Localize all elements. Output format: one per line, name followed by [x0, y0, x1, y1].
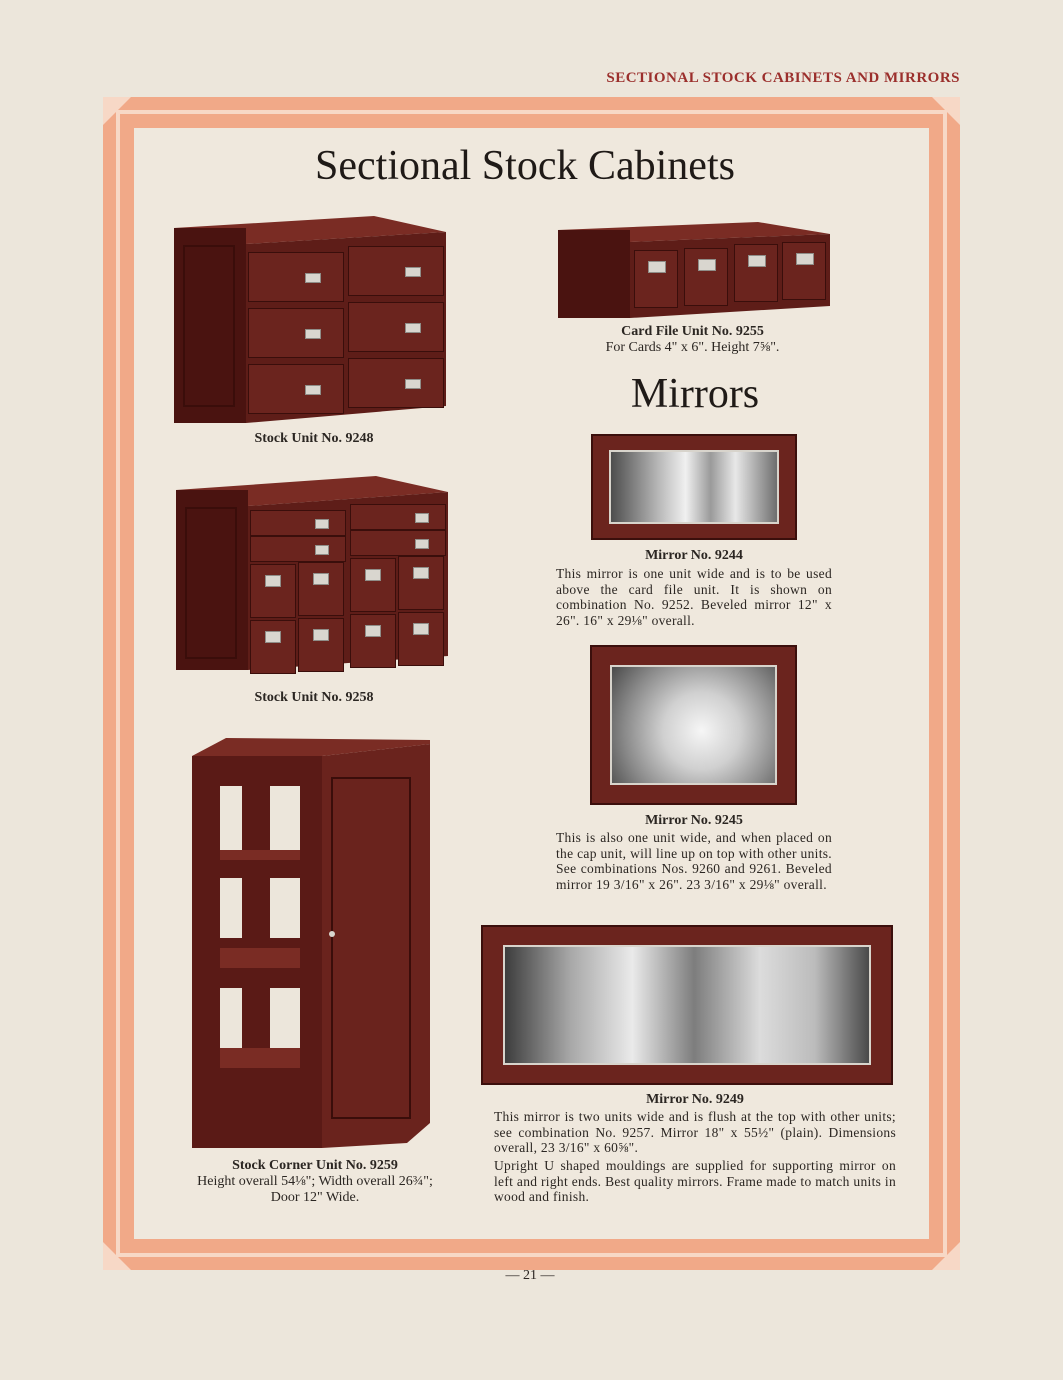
mirror-9244-image	[591, 434, 797, 540]
mirror-9249-description-2: Upright U shaped mouldings are supplied for supporting mirror on left and right ends. Best quality mirrors. Frame made to match units in wood and finish.	[494, 1158, 896, 1204]
mirror-9245-description: This is also one unit wide, and when placed on the cap unit, will line up on top with other units. See combinations Nos. 9260 and 9261. Beveled mirror 19 3/16" x 26". 23 3/16" x 29⅛" overall.	[556, 830, 832, 892]
mirror-9244-caption: Mirror No. 9244	[645, 548, 743, 563]
mirror-9245-image	[590, 645, 797, 805]
corner-cabinet-illustration	[192, 738, 432, 1150]
page-title: Sectional Stock Cabinets	[315, 143, 735, 189]
stock-unit-9258-caption: Stock Unit No. 9258	[254, 690, 374, 705]
corner-unit-9259-image	[192, 738, 432, 1150]
corner-unit-9259-caption: Stock Corner Unit No. 9259 Height overall 54⅛"; Width overall 26¾"; Door 12" Wide.	[197, 1158, 433, 1205]
mirror-9245-caption: Mirror No. 9245	[645, 813, 743, 828]
mirror-glass	[610, 665, 777, 785]
corner-ornament-icon	[932, 1242, 960, 1270]
running-header: SECTIONAL STOCK CABINETS AND MIRRORS	[606, 70, 960, 86]
mirror-9249-caption: Mirror No. 9249	[646, 1092, 744, 1107]
corner-ornament-icon	[103, 97, 131, 125]
card-file-unit-9255-caption: Card File Unit No. 9255 For Cards 4" x 6". Height 7⅝".	[605, 324, 780, 355]
corner-ornament-icon	[932, 97, 960, 125]
mirror-9249-image	[481, 925, 893, 1085]
mirror-9244-description: This mirror is one unit wide and is to be used above the card file unit. It is shown on combination No. 9252. Beveled mirror 12" x 26". 16" x 29⅛" overall.	[556, 566, 832, 628]
mirror-glass	[503, 945, 871, 1065]
section-title-mirrors: Mirrors	[630, 371, 760, 417]
mirror-glass	[609, 450, 779, 524]
stock-unit-9248-image	[174, 216, 446, 426]
corner-ornament-icon	[103, 1242, 131, 1270]
stock-unit-9248-caption: Stock Unit No. 9248	[254, 431, 374, 446]
page-number: — 21 —	[505, 1268, 555, 1283]
card-file-unit-9255-image	[558, 222, 830, 320]
stock-unit-9258-image	[176, 476, 448, 686]
mirror-9249-description: This mirror is two units wide and is flush at the top with other units; see combination No. 9257. Mirror 18" x 55½" (plain). Dimensions overall, 23 3/16" x 60⅝".	[494, 1109, 896, 1155]
